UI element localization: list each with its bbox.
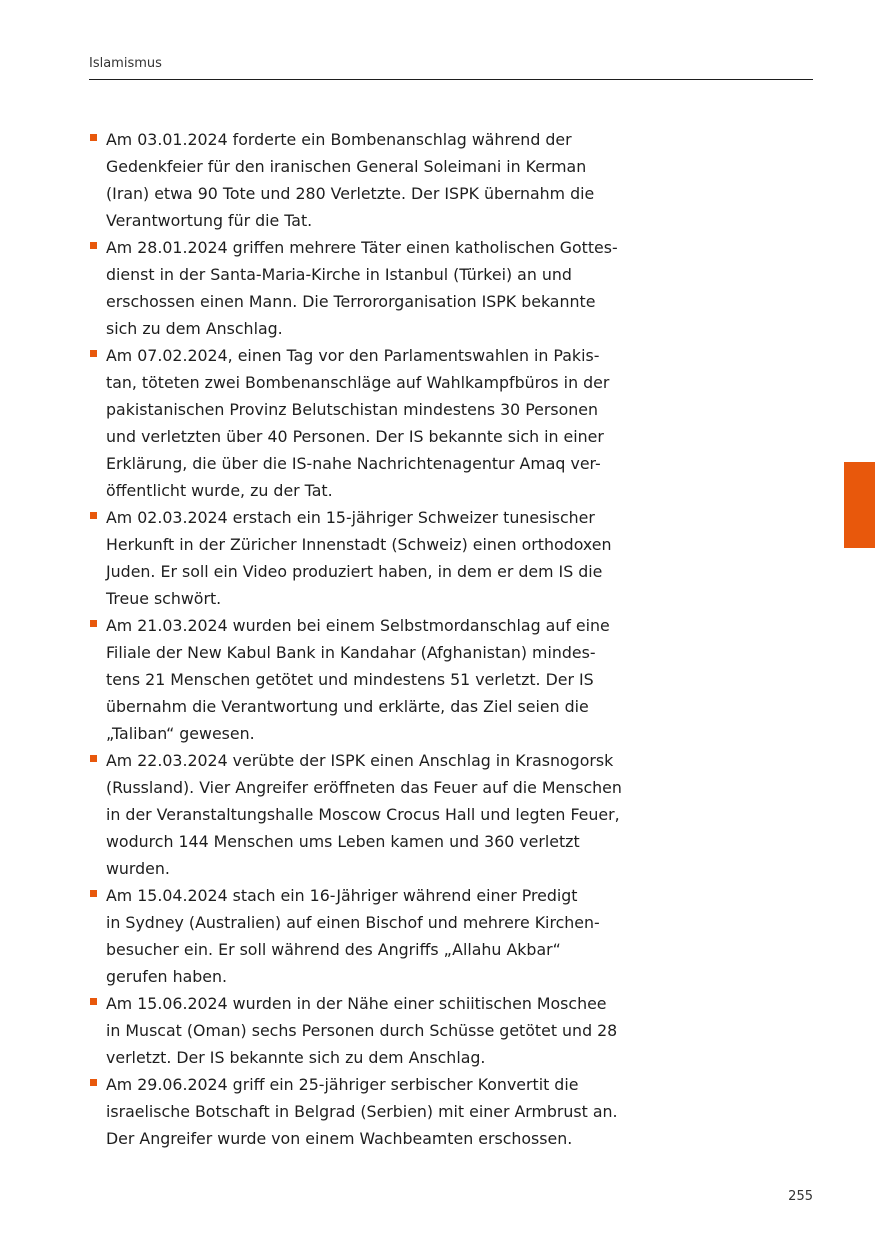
list-item-text-line: Am 03.01.2024 forderte ein Bombenanschlag während der xyxy=(106,130,572,149)
running-head-title: Islamismus xyxy=(89,56,162,71)
list-item-text-line: dienst in der Santa-Maria-Kirche in Istanbul (Türkei) an und xyxy=(106,265,572,284)
square-bullet-icon xyxy=(90,755,97,762)
list-item-text-line: Herkunft in der Züricher Innenstadt (Schweiz) einen orthodoxen xyxy=(106,535,612,554)
list-item xyxy=(89,234,649,342)
list-item-text-line: tan, töteten zwei Bombenanschläge auf Wahlkampfbüros in der xyxy=(106,373,610,392)
list-item-text-line: gerufen haben. xyxy=(106,967,228,986)
list-item xyxy=(89,126,649,234)
square-bullet-icon xyxy=(90,998,97,1005)
list-item-text-line: in der Veranstaltungshalle Moscow Crocus Hall und legten Feuer, xyxy=(106,805,620,824)
list-item-text-line: Am 07.02.2024, einen Tag vor den Parlamentswahlen in Pakis- xyxy=(106,346,600,365)
header-divider xyxy=(89,79,813,80)
list-item-text-line: „Taliban“ gewesen. xyxy=(106,724,255,743)
list-item-text-line: in Sydney (Australien) auf einen Bischof und mehrere Kirchen- xyxy=(106,913,600,932)
list-item-text-line: (Russland). Vier Angreifer eröffneten das Feuer auf die Menschen xyxy=(106,778,622,797)
square-bullet-icon xyxy=(90,620,97,627)
list-item-text-line: pakistanischen Provinz Belutschistan mindestens 30 Personen xyxy=(106,400,599,419)
list-item-text-line: Verantwortung für die Tat. xyxy=(106,211,313,230)
list-item-text-line: Der Angreifer wurde von einem Wachbeamten erschossen. xyxy=(106,1129,573,1148)
square-bullet-icon xyxy=(90,1079,97,1086)
square-bullet-icon xyxy=(90,242,97,249)
list-item xyxy=(89,342,649,504)
list-item-text-line: übernahm die Verantwortung und erklärte, das Ziel seien die xyxy=(106,697,589,716)
list-item-text-line: und verletzten über 40 Personen. Der IS bekannte sich in einer xyxy=(106,427,604,446)
list-item-text-line: Filiale der New Kabul Bank in Kandahar (Afghanistan) mindes- xyxy=(106,643,596,662)
square-bullet-icon xyxy=(90,134,97,141)
list-item-text-line: öffentlicht wurde, zu der Tat. xyxy=(106,481,333,500)
list-item-text-line: Am 02.03.2024 erstach ein 15-jähriger Schweizer tunesischer xyxy=(106,508,595,527)
list-item-text-line: Treue schwört. xyxy=(106,589,222,608)
list-item-text-line: erschossen einen Mann. Die Terrororganisation ISPK bekannte xyxy=(106,292,596,311)
chapter-thumb-tab xyxy=(844,462,875,548)
list-item xyxy=(89,882,649,990)
page-number: 255 xyxy=(788,1189,813,1204)
square-bullet-icon xyxy=(90,350,97,357)
list-item-text-line: Am 15.06.2024 wurden in der Nähe einer schiitischen Moschee xyxy=(106,994,607,1013)
list-item-text-line: besucher ein. Er soll während des Angriffs „Allahu Akbar“ xyxy=(106,940,561,959)
list-item xyxy=(89,504,649,612)
list-item-text-line: wurden. xyxy=(106,859,170,878)
list-item-text-line: Juden. Er soll ein Video produziert haben, in dem er dem IS die xyxy=(106,562,603,581)
list-item-text-line: Am 29.06.2024 griff ein 25-jähriger serbischer Konvertit die xyxy=(106,1075,579,1094)
list-item xyxy=(89,612,649,747)
square-bullet-icon xyxy=(90,512,97,519)
list-item-text-line: Am 28.01.2024 griffen mehrere Täter einen katholischen Gottes- xyxy=(106,238,618,257)
list-item-text-line: Gedenkfeier für den iranischen General Soleimani in Kerman xyxy=(106,157,587,176)
square-bullet-icon xyxy=(90,890,97,897)
list-item-text-line: in Muscat (Oman) sechs Personen durch Schüsse getötet und 28 xyxy=(106,1021,618,1040)
list-item-text-line: Am 21.03.2024 wurden bei einem Selbstmordanschlag auf eine xyxy=(106,616,610,635)
list-item-text-line: wodurch 144 Menschen ums Leben kamen und 360 verletzt xyxy=(106,832,580,851)
list-item-text-line: verletzt. Der IS bekannte sich zu dem Anschlag. xyxy=(106,1048,486,1067)
list-item-text-line: Am 22.03.2024 verübte der ISPK einen Anschlag in Krasnogorsk xyxy=(106,751,614,770)
list-item-text-line: Am 15.04.2024 stach ein 16-Jähriger während einer Predigt xyxy=(106,886,578,905)
list-item xyxy=(89,990,649,1071)
list-item-text-line: sich zu dem Anschlag. xyxy=(106,319,283,338)
list-item-text-line: (Iran) etwa 90 Tote und 280 Verletzte. Der ISPK übernahm die xyxy=(106,184,595,203)
list-item-text-line: tens 21 Menschen getötet und mindestens 51 verletzt. Der IS xyxy=(106,670,594,689)
list-item-text-line: Erklärung, die über die IS-nahe Nachrichtenagentur Amaq ver- xyxy=(106,454,601,473)
list-item xyxy=(89,747,649,882)
list-item xyxy=(89,1071,649,1152)
event-list xyxy=(89,126,649,1152)
list-item-text-line: israelische Botschaft in Belgrad (Serbien) mit einer Armbrust an. xyxy=(106,1102,618,1121)
